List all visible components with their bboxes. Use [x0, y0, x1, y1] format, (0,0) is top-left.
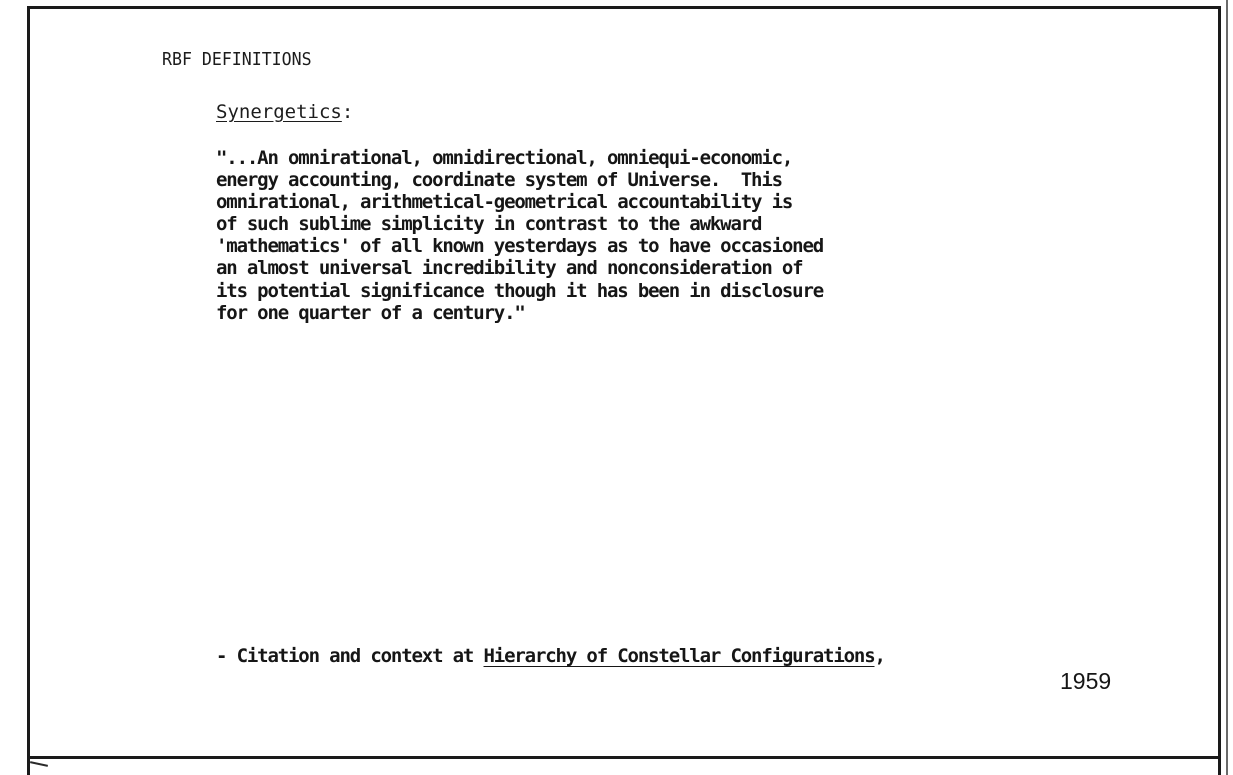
citation-source-title: Hierarchy of Constellar Configurations	[483, 645, 875, 667]
card-border-right	[1218, 6, 1221, 775]
card-border-left	[27, 6, 30, 775]
citation-prefix: - Citation and context at	[216, 645, 484, 667]
quote-line: its potential significance though it has been in disclosure	[216, 279, 824, 302]
card-border-top	[27, 6, 1221, 9]
quote-line: "...An omnirational, omnidirectional, omniequi-economic,	[216, 147, 793, 169]
card-heading: RBF DEFINITIONS	[162, 49, 312, 70]
card-border-bottom	[27, 756, 1221, 759]
quote-line: of such sublime simplicity in contrast to the awkward	[216, 213, 762, 236]
definition-quote	[216, 147, 823, 324]
card-edge-right	[1226, 0, 1228, 775]
quote-line: an almost universal incredibility and nonconsideration of	[216, 257, 803, 280]
quote-line: for one quarter of a century."	[216, 301, 525, 324]
quote-line: omnirational, arithmetical-geometrical accountability is	[216, 191, 793, 214]
term-label	[216, 101, 353, 123]
quote-line: energy accounting, coordinate system of Universe. This	[216, 169, 782, 192]
term-colon: :	[341, 101, 354, 123]
term-name: Synergetics	[216, 101, 342, 123]
card-corner-mark	[30, 761, 48, 767]
citation-line	[216, 645, 885, 667]
citation-comma: ,	[874, 645, 885, 667]
citation-year: 1959	[1060, 668, 1112, 694]
quote-line: 'mathematics' of all known yesterdays as to have occasioned	[216, 235, 824, 258]
